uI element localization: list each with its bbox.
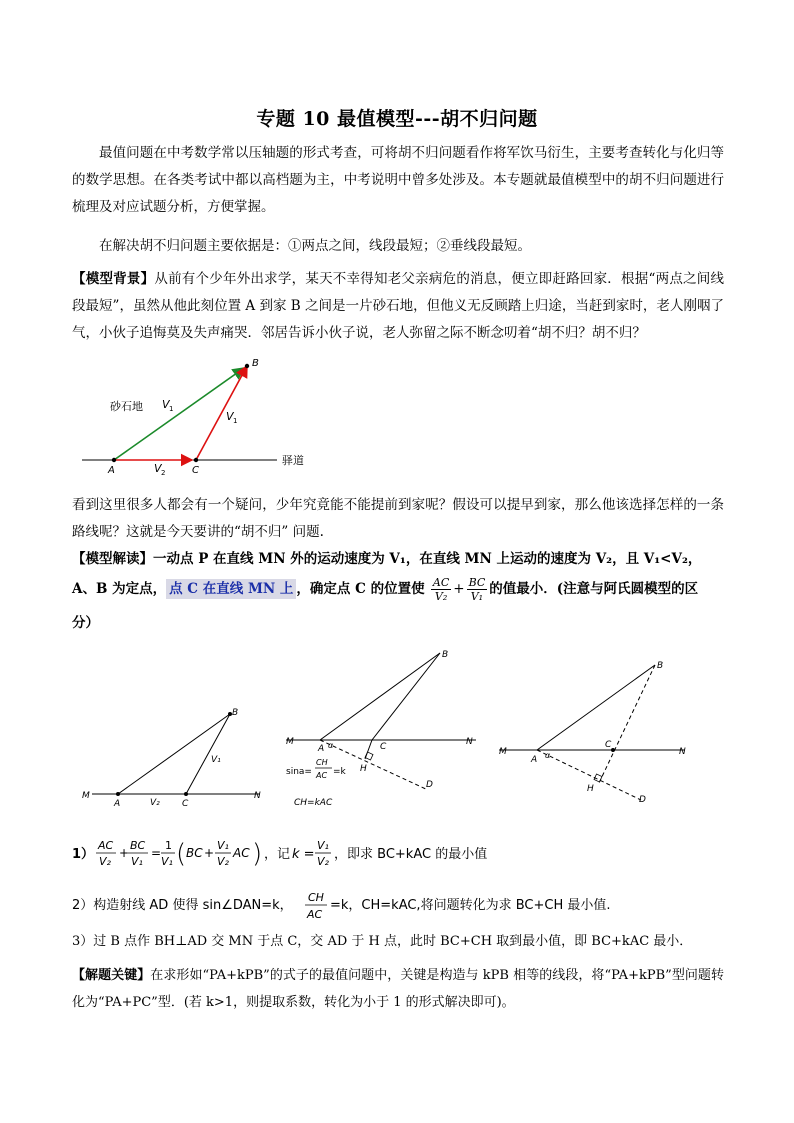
svg-text:CH: CH [308,891,324,904]
figure-road-diagram [72,352,304,477]
svg-text:V₂: V₂ [150,798,160,808]
svg-text:=k: =k [333,767,346,777]
return-path-arrow [196,366,247,460]
fraction-bc-v1: $\frac{BC}{\text{V₁}}$ [468,576,486,603]
svg-text:1: 1 [233,417,238,425]
svg-text:+: + [204,846,215,860]
svg-text:AC: AC [98,839,114,852]
analysis-label: 【模型解读】 [72,551,153,567]
svg-text:2）构造射线 AD 使得 sin∠DAN=k，: 2）构造射线 AD 使得 sin∠DAN=k， [72,898,293,913]
svg-text:C: C [192,465,199,476]
svg-text:α: α [545,751,551,760]
key-paragraph: 【解题关键】在求形如“PA+kPB”的式子的最值问题中，关键是构造与 kPB 相等的线段，将“PA+kPB”型问题转化为“PA+PC”型．(若 k>1，则提取系数，转化为小于 1 的形式解决即可)。 [72,968,724,1010]
svg-text:AC: AC [233,846,250,860]
svg-text:V₁: V₁ [217,839,229,852]
svg-text:2: 2 [161,469,166,477]
svg-text:V: V [154,462,162,475]
gravel-label: 砂石地 [110,400,143,413]
svg-text:D: D [639,795,646,805]
svg-text:α: α [328,741,334,750]
background-text: 从前有个少年外出求学，某天不幸得知老父亲病危的消息，便立即赶路回家．根据“两点之间线段最短”，虽然从他此刻位置 A 到家 B 之间是一片砂石地，但他义无反顾踏上归途，当赶到家时，老人刚咽了气，小伙子追悔莫及失声痛哭．邻居告诉小伙子说，老人弥留之际不断念叨着“胡不归？胡不归？ [72,271,725,341]
svg-text:AC: AC [316,771,328,780]
svg-text:，即求 BC+kAC 的最小值: ，即求 BC+kAC 的最小值 [334,847,488,862]
svg-text:H: H [360,764,367,774]
intro-paragraph-2: 在解决胡不归问题主要依据是：①两点之间，线段最短；②垂线段最短。 [99,238,531,254]
fraction-ac-v2: $\frac{AC}{\text{V₂}}$ [432,576,450,603]
svg-text:，记: ，记 [264,847,291,862]
svg-text:CH=kAC: CH=kAC [294,798,333,808]
svg-text:B: B [232,708,239,718]
svg-text:N: N [679,747,686,757]
svg-text:A: A [114,799,121,809]
svg-text:V₂: V₂ [317,855,329,868]
step-1-formula [72,834,512,874]
svg-text:A: A [108,465,115,476]
svg-text:1: 1 [165,839,172,852]
background-label: 【模型背景】 [72,271,155,287]
svg-text:C: C [380,742,387,752]
svg-text:B: B [252,358,259,369]
svg-text:V₂: V₂ [217,855,229,868]
analysis-line-2: A、B 为定点， 点 C 在直线 MN 上 ，确定点 C 的位置使 $\frac{AC}{\text{V₂}}$ + $\frac{BC}{\text{V₁}}$ 的值最小．(注意与阿氏圆模型的区 [72,576,699,603]
svg-text:C: C [182,799,189,809]
svg-text:): ) [252,839,263,869]
svg-text:M: M [82,791,90,801]
svg-text:V: V [226,410,234,423]
step-2-line [72,888,732,928]
svg-text:(: ( [176,839,187,869]
svg-text:V₁: V₁ [161,855,173,868]
svg-text:N: N [254,791,261,801]
svg-text:N: N [466,737,473,747]
svg-text:H: H [587,784,594,794]
svg-text:CH: CH [316,758,328,767]
svg-text:1: 1 [169,405,174,413]
analysis-line-1: 【模型解读】一动点 P 在直线 MN 外的运动速度为 V₁，在直线 MN 上运动的速度为 V₂，且 V₁<V₂， [72,551,702,567]
question-paragraph: 看到这里很多人都会有一个疑问，少年究竟能不能提前到家呢？假设可以提早到家，那么他该选择怎样的一条路线呢？这就是今天要讲的“胡不归” 问题. [72,497,724,540]
svg-text:k =: k = [292,847,315,862]
svg-text:1）: 1） [72,847,95,862]
svg-text:D: D [426,780,433,790]
intro-paragraph-1: 最值问题在中考数学常以压轴题的形式考查，可将胡不归问题看作将军饮马衍生，主要考查转化与化归等的数学思想。在各类考试中都以高档题为主，中考说明中曾多处涉及。本专题就最值模型中的胡不归问题进行梳理及对应试题分析，方便掌握。 [72,145,724,215]
page-title: 专题 10 最值模型---胡不归问题 [256,108,538,130]
analysis-line-3: 分） [72,615,99,631]
background-paragraph [72,266,724,347]
figure-model-solution [495,655,695,810]
svg-text:=k，CH=kAC,将问题转化为求 BC+CH 最小值.: =k，CH=kAC,将问题转化为求 BC+CH 最小值. [330,898,611,913]
svg-text:A: A [531,755,538,765]
svg-text:A: A [318,744,325,754]
svg-text:BC: BC [130,839,146,852]
svg-text:sina=: sina= [286,767,312,777]
svg-text:V₁: V₁ [131,855,143,868]
svg-text:=: = [151,846,162,860]
gravel-path-arrow [114,368,244,460]
svg-text:AC: AC [307,908,323,921]
svg-text:+: + [119,846,130,860]
svg-text:B: B [657,661,664,671]
svg-text:V₂: V₂ [99,855,111,868]
highlighted-text: 点 C 在直线 MN 上 [166,579,296,599]
svg-text:C: C [605,740,612,750]
svg-text:V: V [162,398,170,411]
road-label: 驿道 [282,454,304,467]
key-label: 【解题关键】 [72,968,151,983]
svg-text:M: M [499,747,507,757]
figure-model-construction [280,645,490,810]
svg-text:M: M [286,737,294,747]
svg-text:V₁: V₁ [317,839,329,852]
step-3-line: 3）过 B 点作 BH⊥AD 交 MN 于点 C，交 AD 于 H 点，此时 BC+CH 取到最小值，即 BC+kAC 最小． [72,934,693,949]
svg-text:V₁: V₁ [211,755,221,765]
svg-text:BC: BC [186,846,203,860]
svg-text:B: B [442,650,449,660]
figure-model-basic [80,700,270,815]
